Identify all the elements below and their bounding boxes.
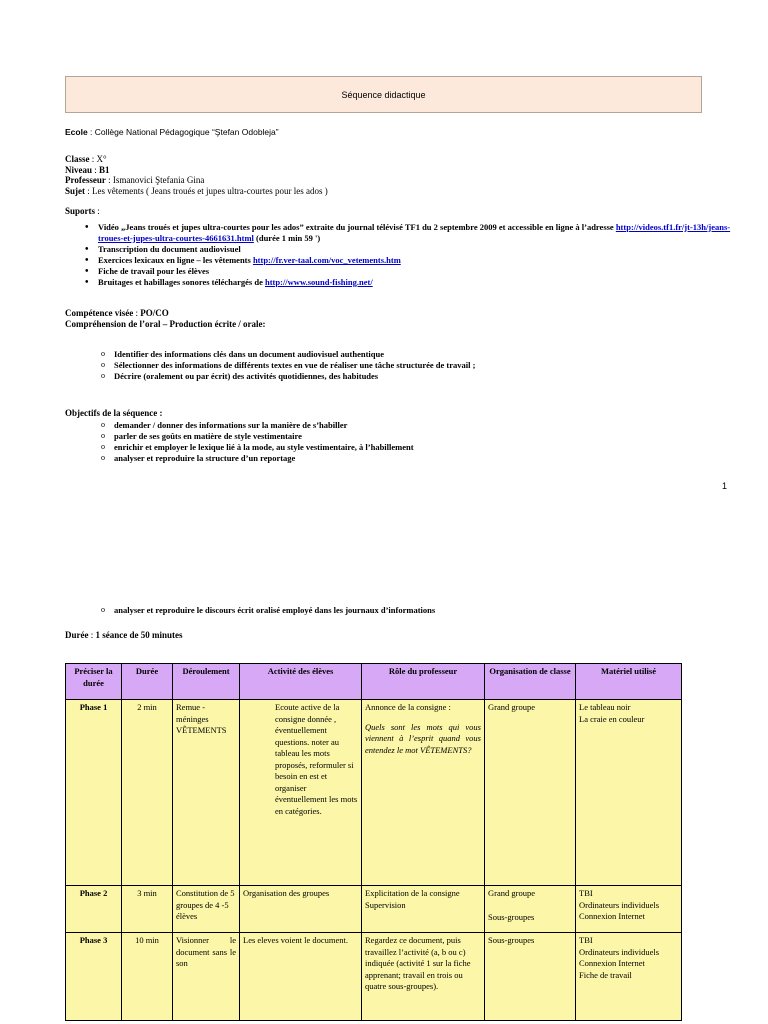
- header-cell: Préciser la durée: [66, 664, 122, 700]
- ecole-line: Ecole : Collège National Pédagogique “Ştefan Odobleja”: [65, 127, 279, 137]
- support-item: • Exercices lexicaux en ligne – les vêtements http://fr.ver-taal.com/voc_vetements.htm: [65, 255, 735, 266]
- table-row: Phase 1 2 min Remue -méninges VÊTEMENTS Ecoute active de la consigne donnée , éventuellement questions. noter au tableau les mots proposés, reformuler si besoin en est et organiser éventuellement les mots en catégories. Annonce de la consigne : Quels sont les mots qui vous viennent à l’esprit quand vous entendez le mot VÊTEMENTS? Grand groupe Le tableau noir La craie en couleur: [66, 700, 682, 886]
- objectif-item: o analyser et reproduire le discours écrit oralisé employé dans les journaux d’informations: [65, 605, 685, 616]
- table-header-row: [66, 664, 682, 700]
- competence-item: o Décrire (oralement ou par écrit) des activités quotidiennes, des habitudes: [65, 371, 685, 382]
- duree-line: Durée : 1 séance de 50 minutes: [65, 630, 183, 640]
- header-cell: Matériel utilisé: [576, 664, 682, 700]
- competence-item: o Identifier des informations clés dans un document audiovisuel authentique: [65, 349, 685, 360]
- info-classe: Classe : X°: [65, 154, 107, 164]
- support-link-exercices[interactable]: http://fr.ver-taal.com/voc_vetements.htm: [252, 254, 401, 265]
- page-number: 1: [722, 481, 728, 491]
- table-row: Phase 3 10 min Visionner le document sans le son Les eleves voient le document. Regardez ce document, puis travaillez l’activité (a, b ou c) indiquée (activité 1 sur la fiche apprenant; travail en trois ou quatre sous-groupes). Sous-groupes TBI Ordinateurs individuels Connexion Internet Fiche de travail: [66, 933, 682, 1021]
- objectif-item: o analyser et reproduire la structure d’un reportage: [65, 453, 685, 464]
- support-item: • Transcription du document audiovisuel: [65, 244, 735, 255]
- supports-label: Suports :: [65, 206, 100, 216]
- header-cell: Durée: [122, 664, 173, 700]
- info-professeur: Professeur : Ismanovici Ştefania Gina: [65, 175, 205, 185]
- objectifs-label: Objectifs de la séquence :: [65, 408, 163, 418]
- header-cell: Déroulement: [173, 664, 240, 700]
- supports-list: [65, 222, 735, 288]
- objectif-item: o enrichir et employer le lexique lié à la mode, au style vestimentaire, à l’habillement: [65, 442, 685, 453]
- competence-items: [65, 349, 685, 382]
- supports-block: [65, 206, 735, 288]
- document-title: Séquence didactique: [65, 76, 702, 113]
- competence-line2: Compréhension de l’oral – Production écrite / orale:: [65, 318, 266, 329]
- objectifs-block: [65, 408, 685, 464]
- table-row: Phase 2 3 min Constitution de 5 groupes de 4 -5 élèves Organisation des groupes Explicitation de la consigne Supervision Grand groupe Sous-groupes TBI Ordinateurs individuels Connexion Internet: [66, 886, 682, 933]
- support-item: • Vidéo „Jeans troués et jupes ultra-courtes pour les ados” extraite du journal télévisé TF1 du 2 septembre 2009 et accessible en ligne à l’adresse http://videos.tf1.fr/jt-13h/jeans-troues-et-jupes-ultra-courtes-4661631.html (durée 1 min 59 '): [65, 222, 735, 244]
- header-cell: Organisation de classe: [485, 664, 576, 700]
- support-link-video[interactable]: http://videos.tf1.fr/jt-13h/jeans-troues-et-jupes-ultra-courtes-4661631.html: [98, 221, 731, 243]
- support-item: • Bruitages et habillages sonores téléchargés de http://www.sound-fishing.net/: [65, 277, 735, 288]
- header-cell: Activité des élèves: [240, 664, 362, 700]
- header-cell: Rôle du professeur: [362, 664, 485, 700]
- support-item: • Fiche de travail pour les élèves: [65, 266, 735, 277]
- competence-item: o Sélectionner des informations de différents textes en vue de réaliser une tâche structurée de travail ;: [65, 360, 685, 371]
- info-sujet: Sujet : Les vêtements ( Jeans troués et jupes ultra-courtes pour les ados ): [65, 185, 328, 196]
- info-niveau: Niveau : B1: [65, 164, 110, 175]
- support-link-sound[interactable]: http://www.sound-fishing.net/: [265, 276, 373, 287]
- objectif-item: o parler de ses goûts en matière de style vestimentaire: [65, 431, 685, 442]
- competence-line: Compétence visée : PO/CO: [65, 308, 169, 318]
- objectif-item: o demander / donner des informations sur la manière de s’habiller: [65, 420, 685, 431]
- competence-block: [65, 308, 266, 329]
- lesson-table: [65, 663, 682, 1021]
- page2-list: [65, 605, 685, 616]
- info-block: [65, 154, 328, 196]
